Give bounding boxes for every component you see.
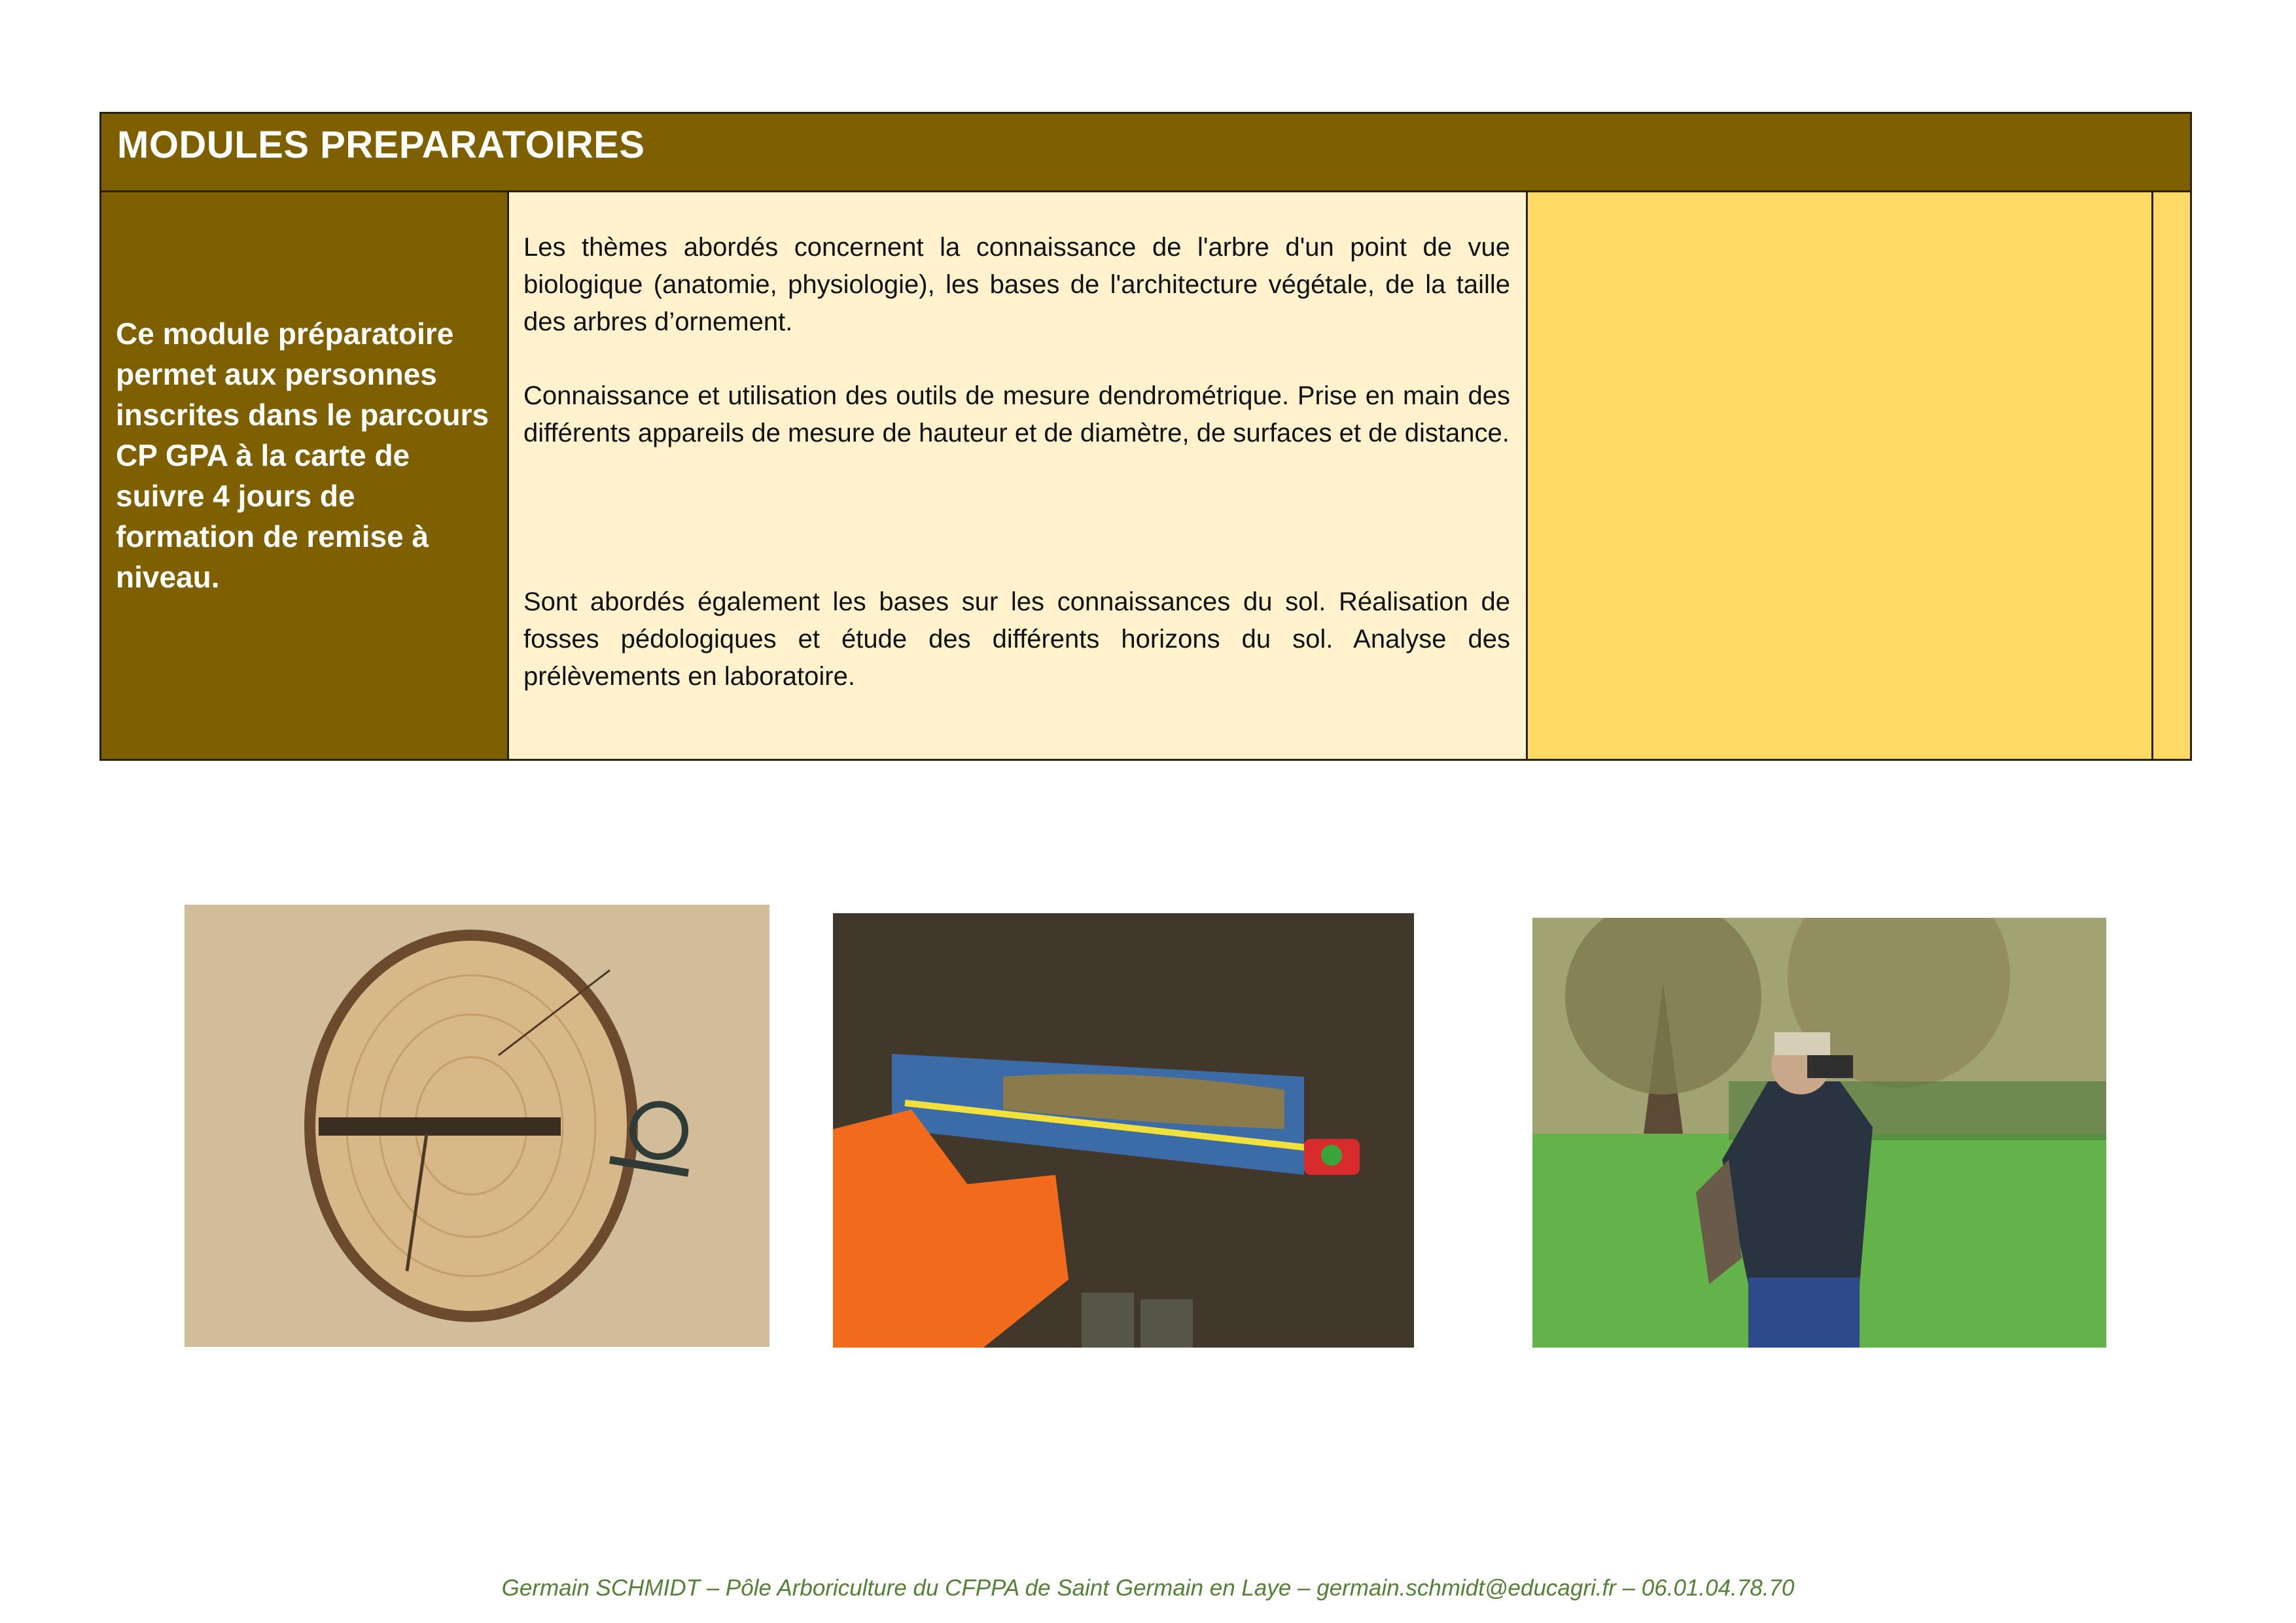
summary-text: Ce module préparatoire permet aux personnes inscrites dans le parcours CP GPA à la carte de suivre 4 jours de formation de remise à niveau. — [116, 317, 489, 594]
table-header — [101, 114, 2190, 192]
soil-sample-photo — [833, 913, 1414, 1348]
description-cell — [509, 192, 1528, 759]
description-paragraph-2: Connaissance et utilisation des outils de mesure dendrométrique. Prise en main des différents appareils de mesure de hauteur et de diamètre, de surfaces et de distance. — [523, 381, 1510, 447]
modules-table — [99, 112, 2192, 761]
height-measurement-photo — [1532, 918, 2106, 1348]
narrow-empty-cell — [2153, 192, 2190, 759]
summary-cell — [101, 192, 509, 759]
page-footer: Germain SCHMIDT – Pôle Arboriculture du CFPPA de Saint Germain en Laye – germain.schmidt@educagri.fr – 06.01.04.78.70 — [501, 1575, 1795, 1601]
description-paragraph-3: Sont abordés également les bases sur les connaissances du sol. Réalisation de fosses pédologiques et étude des différents horizons du sol. Analyse des prélèvements en laboratoire. — [523, 587, 1510, 691]
table-title: MODULES PREPARATOIRES — [117, 124, 645, 166]
empty-cell — [1528, 192, 2153, 759]
description-paragraph-1: Les thèmes abordés concernent la connaissance de l'arbre d'un point de vue biologique (anatomie, physiologie), les bases de l'architecture végétale, de la taille des arbres d’ornement. — [523, 233, 1510, 336]
tree-cross-section-photo — [185, 905, 769, 1347]
